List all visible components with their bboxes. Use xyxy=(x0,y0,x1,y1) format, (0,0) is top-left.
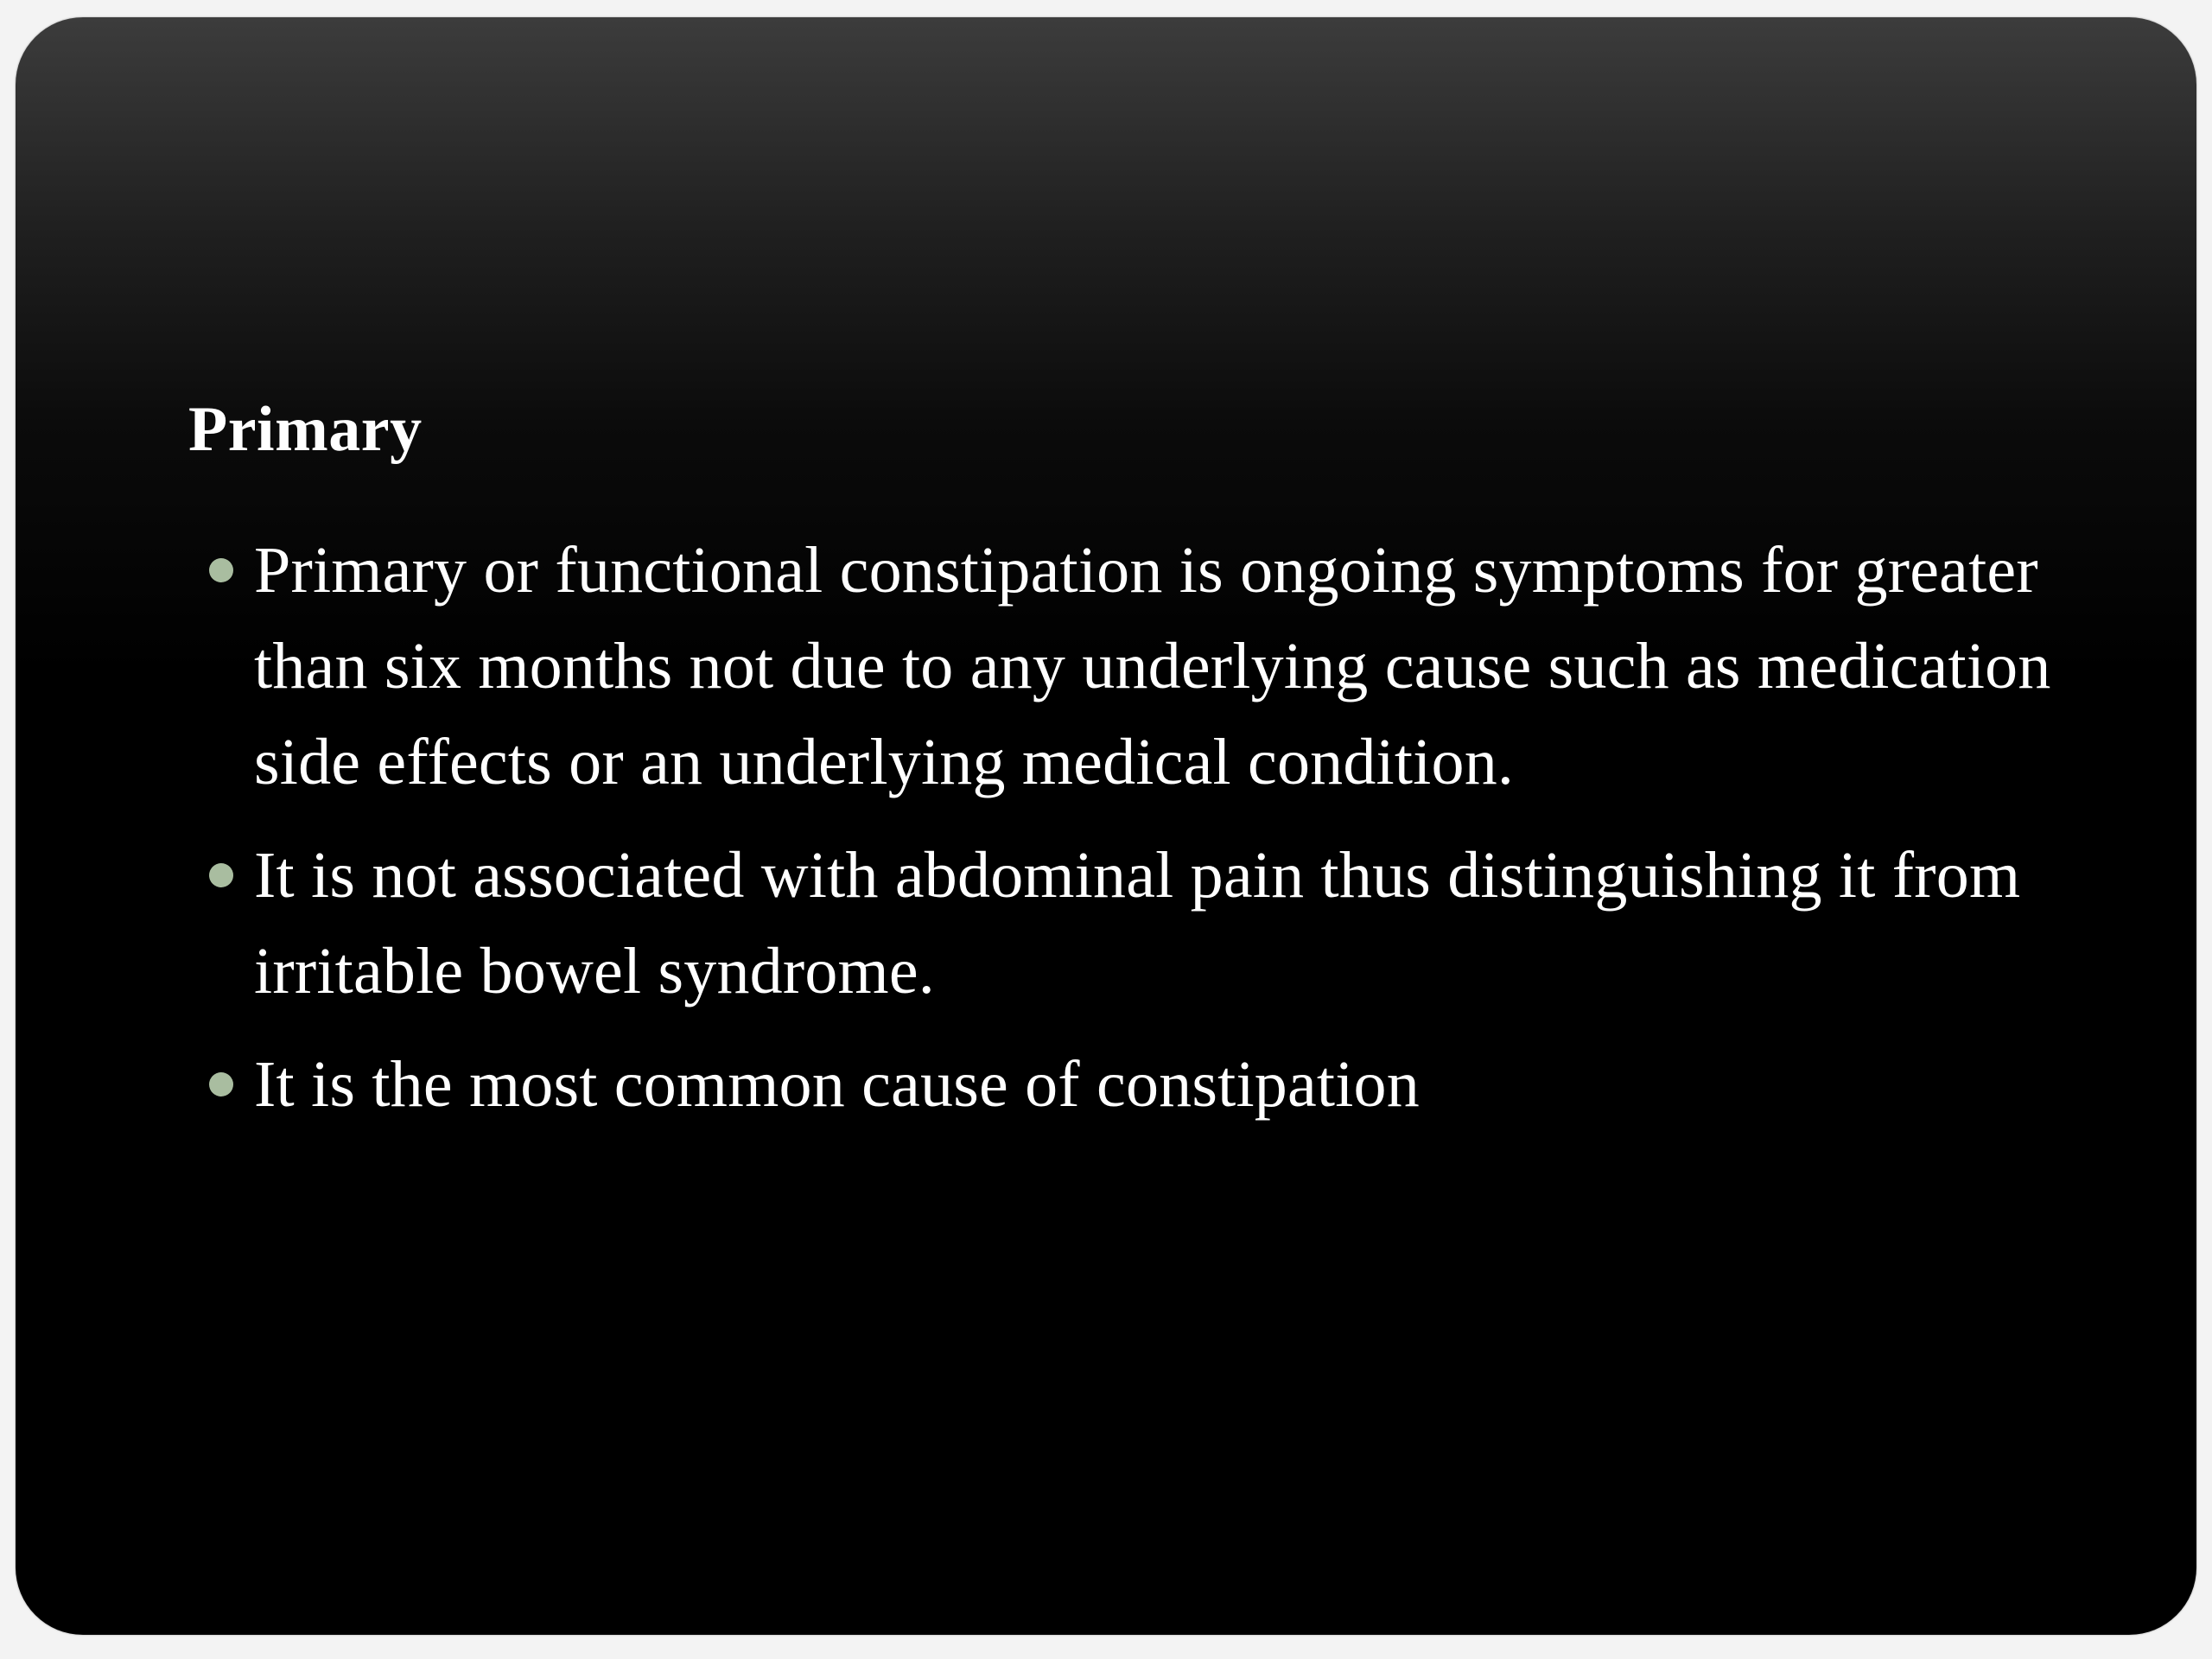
bullet-list xyxy=(188,523,2072,1150)
slide-panel xyxy=(16,17,2196,1635)
bullet-item-2 xyxy=(188,828,2072,1020)
slide-heading: Primary xyxy=(188,394,423,465)
bullet-text-3: It is the most common cause of constipation xyxy=(254,1048,1420,1121)
bullet-dot-icon xyxy=(209,558,233,582)
bullet-item-3 xyxy=(188,1037,2072,1133)
bullet-text-1: Primary or functional constipation is ongoing symptoms for greater than six months not due to any underlying cause such as medication side effects or an underlying medical condition. xyxy=(254,534,2051,798)
bullet-text-2: It is not associated with abdominal pain thus distinguishing it from irritable bowel syndrome. xyxy=(254,839,2021,1007)
bullet-item-1 xyxy=(188,523,2072,810)
bullet-dot-icon xyxy=(209,863,233,887)
bullet-dot-icon xyxy=(209,1072,233,1096)
